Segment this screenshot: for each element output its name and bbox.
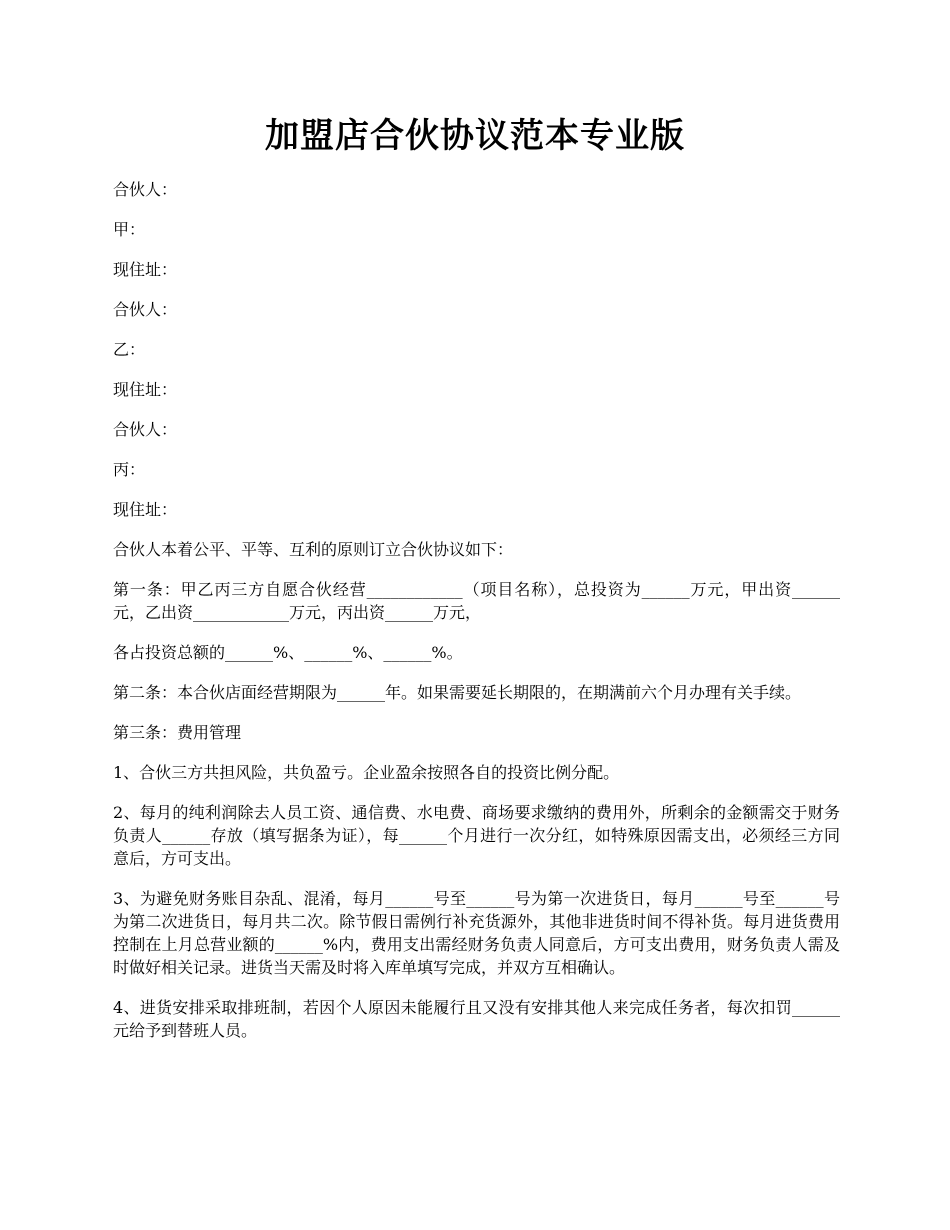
paragraph-partner-label-3: 合伙人： [113, 420, 178, 439]
document-title: 加盟店合伙协议范本专业版 [265, 116, 685, 156]
paragraph-party-b: 乙： [113, 340, 146, 359]
paragraph-party-a: 甲： [113, 220, 146, 239]
paragraph-party-c: 丙： [113, 460, 146, 479]
paragraph-clause-2: 2、每月的纯利润除去人员工资、通信费、水电费、商场要求缴纳的费用外，所剩余的金额需交于财务负责人______存放（填写据条为证），每______个月进行一次分红，如特殊原因需支出，必须经三方同意后，方可支出。 [113, 803, 840, 868]
paragraph-clause-3: 3、为避免财务账目杂乱、混淆，每月______号至______号为第一次进货日，每月______号至______号为第二次进货日，每月共二次。除节假日需例行补充货源外，其他非进货时间不得补货。每月进货费用控制在上月总营业额的______%内，费用支出需经财务负责人同意后，方可支出费用，财务负责人需及时做好相关记录。进货当天需及时将入库单填写完成，并双方互相确认。 [113, 889, 840, 977]
paragraph-partner-label-2: 合伙人： [113, 300, 178, 319]
paragraph-partner-label-1: 合伙人： [113, 180, 178, 199]
paragraph-address-b: 现住址： [113, 380, 178, 399]
paragraph-clause-1: 1、合伙三方共担风险，共负盈亏。企业盈余按照各自的投资比例分配。 [113, 763, 620, 782]
paragraph-article-3-heading: 第三条：费用管理 [113, 723, 242, 742]
paragraph-article-2: 第二条：本合伙店面经营期限为______年。如果需要延长期限的，在期满前六个月办理有关手续。 [113, 683, 802, 702]
paragraph-article-1: 第一条：甲乙丙三方自愿合伙经营____________（项目名称），总投资为______万元，甲出资______元，乙出资____________万元，丙出资______万元， [113, 580, 840, 622]
paragraph-investment-share: 各占投资总额的______%、______%、______%。 [113, 643, 463, 662]
paragraph-address-a: 现住址： [113, 260, 178, 279]
paragraph-address-c: 现住址： [113, 500, 178, 519]
paragraph-preamble: 合伙人本着公平、平等、互利的原则订立合伙协议如下： [113, 540, 514, 559]
document-body [113, 178, 840, 1059]
paragraph-clause-4: 4、进货安排采取排班制，若因个人原因未能履行且又没有安排其他人来完成任务者，每次扣罚______元给予到替班人员。 [113, 998, 840, 1040]
